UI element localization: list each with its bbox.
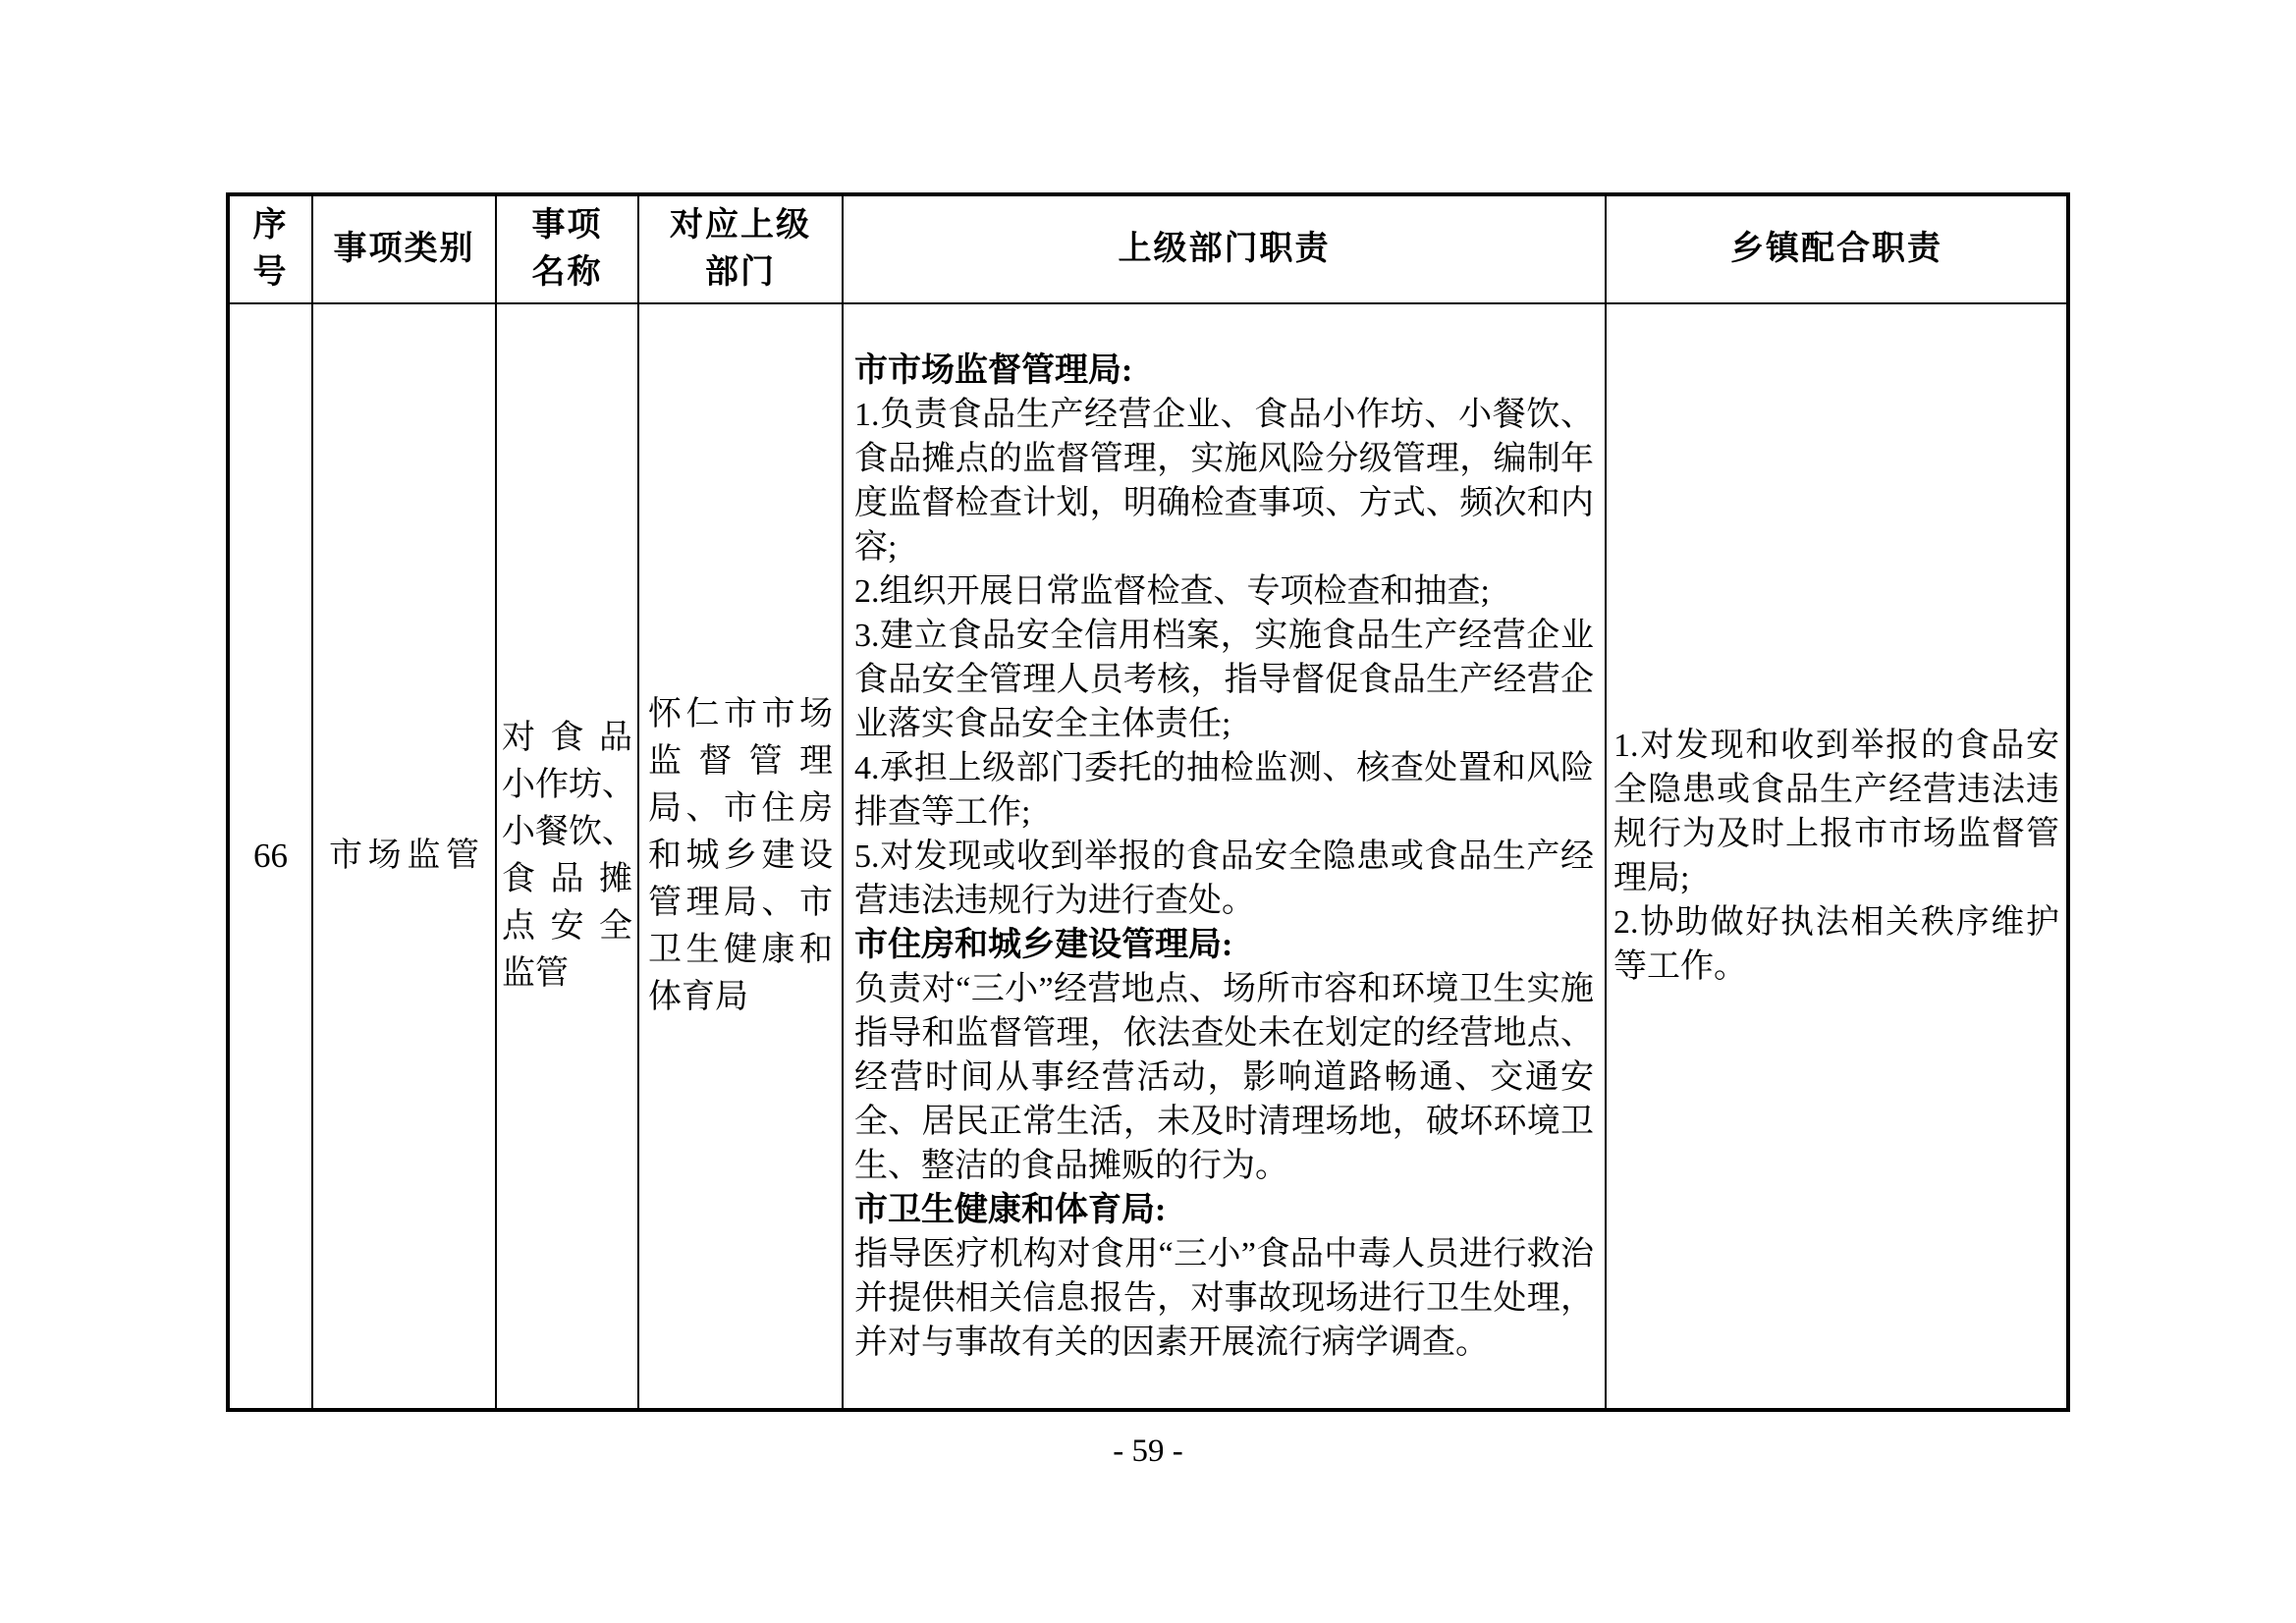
header-department: [639, 196, 844, 302]
duty-item: 负责对“三小”经营地点、场所市容和环境卫生实施指导和监督管理，依法查处未在划定的经营地点、经营时间从事经营活动，影响道路畅通、交通安全、居民正常生活，未及时清理场地，破坏环境卫生、整洁的食品摊贩的行为。: [854, 970, 1594, 1184]
header-item-name-line: 名称: [531, 254, 603, 291]
duty-table: [226, 192, 2070, 1412]
duty-department-heading: 市卫生健康和体育局:: [854, 1191, 1167, 1228]
page-number: - 59 -: [1113, 1434, 1183, 1469]
item-name-line: 点 安 全: [502, 908, 632, 945]
item-name-line: 监管: [502, 955, 569, 992]
header-township-duties: [1607, 196, 2066, 302]
cell-department: [639, 304, 844, 1408]
header-item-name: [497, 196, 639, 302]
header-serial: [230, 196, 313, 302]
cell-category: [313, 304, 497, 1408]
header-superior-duties: [844, 196, 1607, 302]
header-serial-line: 序: [252, 207, 289, 243]
table-header-row: [230, 196, 2066, 304]
cell-serial: [230, 304, 313, 1408]
category-line: 市 场 监 管: [329, 838, 479, 874]
duty-item: 1.对发现和收到举报的食品安全隐患或食品生产经营违法违规行为及时上报市市场监督管理局;: [1613, 728, 2059, 896]
duty-item: 指导医疗机构对食用“三小”食品中毒人员进行救治并提供相关信息报告，对事故现场进行卫生处理，并对与事故有关的因素开展流行病学调查。: [854, 1235, 1594, 1361]
duty-item: 3.建立食品安全信用档案，实施食品生产经营企业食品安全管理人员考核，指导督促食品生产经营企业落实食品安全主体责任;: [854, 617, 1594, 742]
header-category: [313, 196, 497, 302]
duty-department-heading: 市市场监督管理局:: [854, 352, 1133, 389]
table-row: [230, 304, 2066, 1408]
department-line: 卫 生 健 康 和: [648, 932, 833, 968]
department-line: 体育局: [648, 979, 748, 1015]
header-department-line: 对应上级: [670, 207, 811, 243]
header-superior-duties-line: 上级部门职责: [1118, 231, 1331, 267]
header-item-name-line: 事项: [531, 207, 603, 243]
item-name-line: 小 作 坊 、: [502, 767, 635, 803]
department-line: 怀 仁 市 市 场: [648, 696, 833, 732]
department-line: 和 城 乡 建 设: [648, 838, 833, 874]
header-township-duties-line: 乡镇配合职责: [1730, 231, 1942, 267]
duty-item: 2.组织开展日常监督检查、专项检查和抽查;: [854, 572, 1490, 610]
duty-item: 1.负责食品生产经营企业、食品小作坊、小餐饮、食品摊点的监督管理，实施风险分级管理，编制年度监督检查计划，明确检查事项、方式、频次和内容;: [854, 396, 1594, 566]
header-department-line: 部门: [705, 254, 776, 291]
cell-township-duties: [1607, 304, 2066, 1408]
header-category-line: 事项类别: [333, 231, 475, 267]
cell-item-name: [497, 304, 639, 1408]
item-name-line: 对 食 品: [502, 720, 632, 756]
duty-item: 5.对发现或收到举报的食品安全隐患或食品生产经营违法违规行为进行查处。: [854, 838, 1594, 919]
cell-superior-duties: [844, 304, 1607, 1408]
serial-number: 66: [253, 837, 288, 875]
item-name-line: 食 品 摊: [502, 861, 632, 897]
duty-department-heading: 市住房和城乡建设管理局:: [854, 926, 1233, 963]
header-serial-line: 号: [252, 254, 289, 291]
department-line: 监 督 管 理: [648, 743, 833, 780]
department-line: 局 、 市 住 房: [648, 790, 833, 827]
item-name-line: 小 餐 饮 、: [502, 814, 635, 850]
department-line: 管 理 局 、 市: [648, 885, 833, 921]
duty-item: 4.承担上级部门委托的抽检监测、核查处置和风险排查等工作;: [854, 749, 1594, 831]
duty-item: 2.协助做好执法相关秩序维护等工作。: [1613, 904, 2059, 985]
